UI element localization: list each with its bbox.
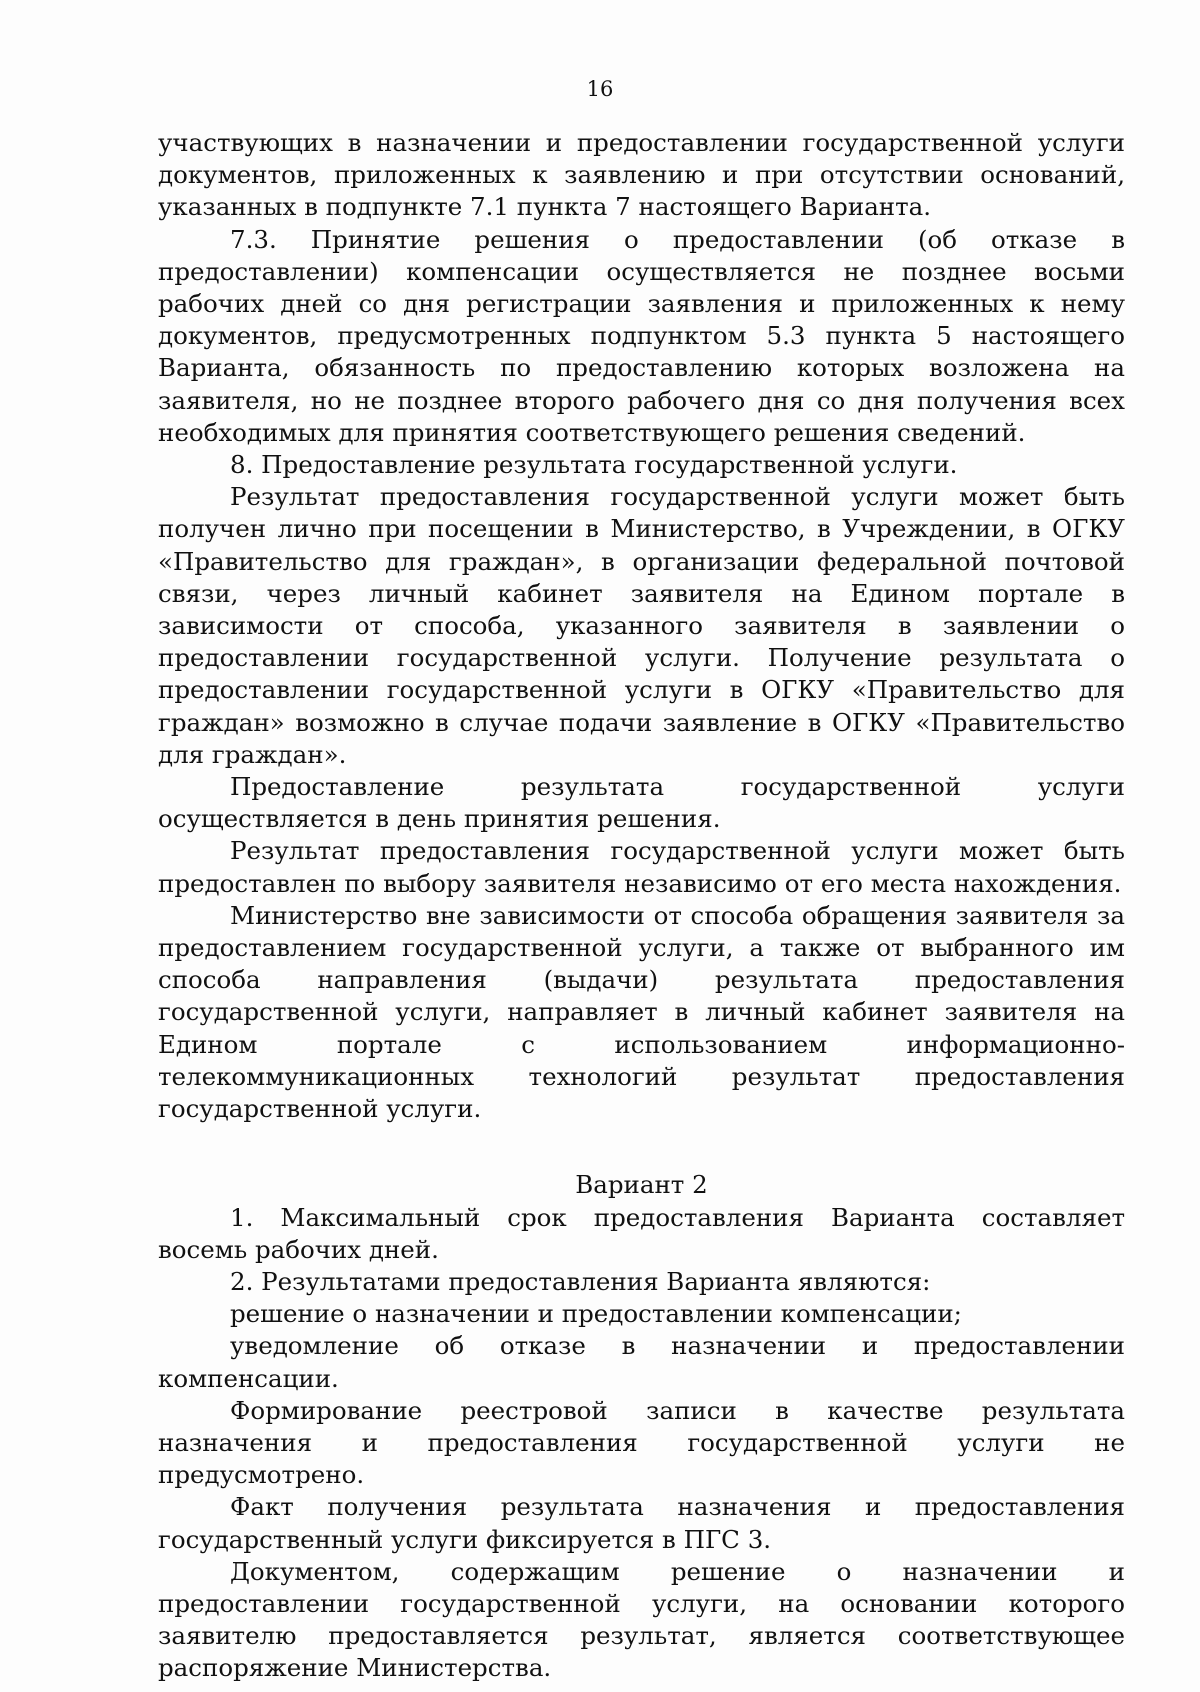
variant2-item-1: 1. Максимальный срок предоставления Варианта составляет восемь рабочих дней. [158, 1202, 1125, 1264]
variant2-item-2: 2. Результатами предоставления Варианта являются: [230, 1266, 931, 1296]
page-number: 16 [586, 77, 614, 101]
variant2-result-decision: решение о назначении и предоставлении компенсации; [230, 1299, 962, 1329]
paragraph-8-heading: 8. Предоставление результата государственной услуги. [230, 450, 958, 480]
variant2-decision-document: Документом, содержащим решение о назначении и предоставлении государственной услуги, на основании которого заявителю предоставляется результат, является соответствующее распоряжение Министерства. [158, 1556, 1125, 1683]
variant2-result-refusal: уведомление об отказе в назначении и предоставлении компенсации. [158, 1331, 1125, 1393]
paragraph-result-delivery: Результат предоставления государственной услуги может быть получен лично при посещении в Министерство, в Учреждении, в ОГКУ «Правительство для граждан», в организации федеральной почтовой связи, через личный кабинет заявителя на Едином портале в зависимости от способа, указанного заявителя в заявлении о предоставлении государственной услуги. Получение результата о предоставлении государственной услуги в ОГКУ «Правительство для граждан» возможно в случае подачи заявление в ОГКУ «Правительство для граждан». [158, 482, 1125, 769]
variant2-fact-recorded: Факт получения результата назначения и предоставления государственный услуги фиксируется в ПГС 3. [158, 1492, 1125, 1554]
section-heading: Вариант 2 [575, 1170, 708, 1200]
paragraph-ministry-sends: Министерство вне зависимости от способа обращения заявителя за предоставлением государственной услуги, а также от выбранного им способа направления (выдачи) результата предоставления государственной услуги, направляет в личный кабинет заявителя на Едином портале с использованием информационно-телекоммуникационных технологий результат предоставления государственной услуги. [158, 900, 1125, 1124]
paragraph-continuation: участвующих в назначении и предоставлении государственной услуги документов, приложенных к заявлению и при отсутствии оснований, указанных в подпункте 7.1 пункта 7 настоящего Варианта. [158, 128, 1125, 222]
paragraph-result-choice: Результат предоставления государственной услуги может быть предоставлен по выбору заявителя независимо от его места нахождения. [158, 836, 1125, 898]
document-body [158, 127, 1125, 1685]
paragraph-result-day: Предоставление результата государственной услуги осуществляется в день принятия решения. [158, 772, 1125, 834]
paragraph-7-3: 7.3. Принятие решения о предоставлении (об отказе в предоставлении) компенсации осуществляется не позднее восьми рабочих дней со дня регистрации заявления и приложенных к нему документов, предусмотренных подпунктом 5.3 пункта 5 настоящего Варианта, обязанность по предоставлению которых возложена на заявителя, но не позднее второго рабочего дня со дня получения всех необходимых для принятия соответствующего решения сведений. [158, 224, 1125, 447]
variant2-registry-record: Формирование реестровой записи в качестве результата назначения и предоставления государственной услуги не предусмотрено. [158, 1395, 1125, 1490]
